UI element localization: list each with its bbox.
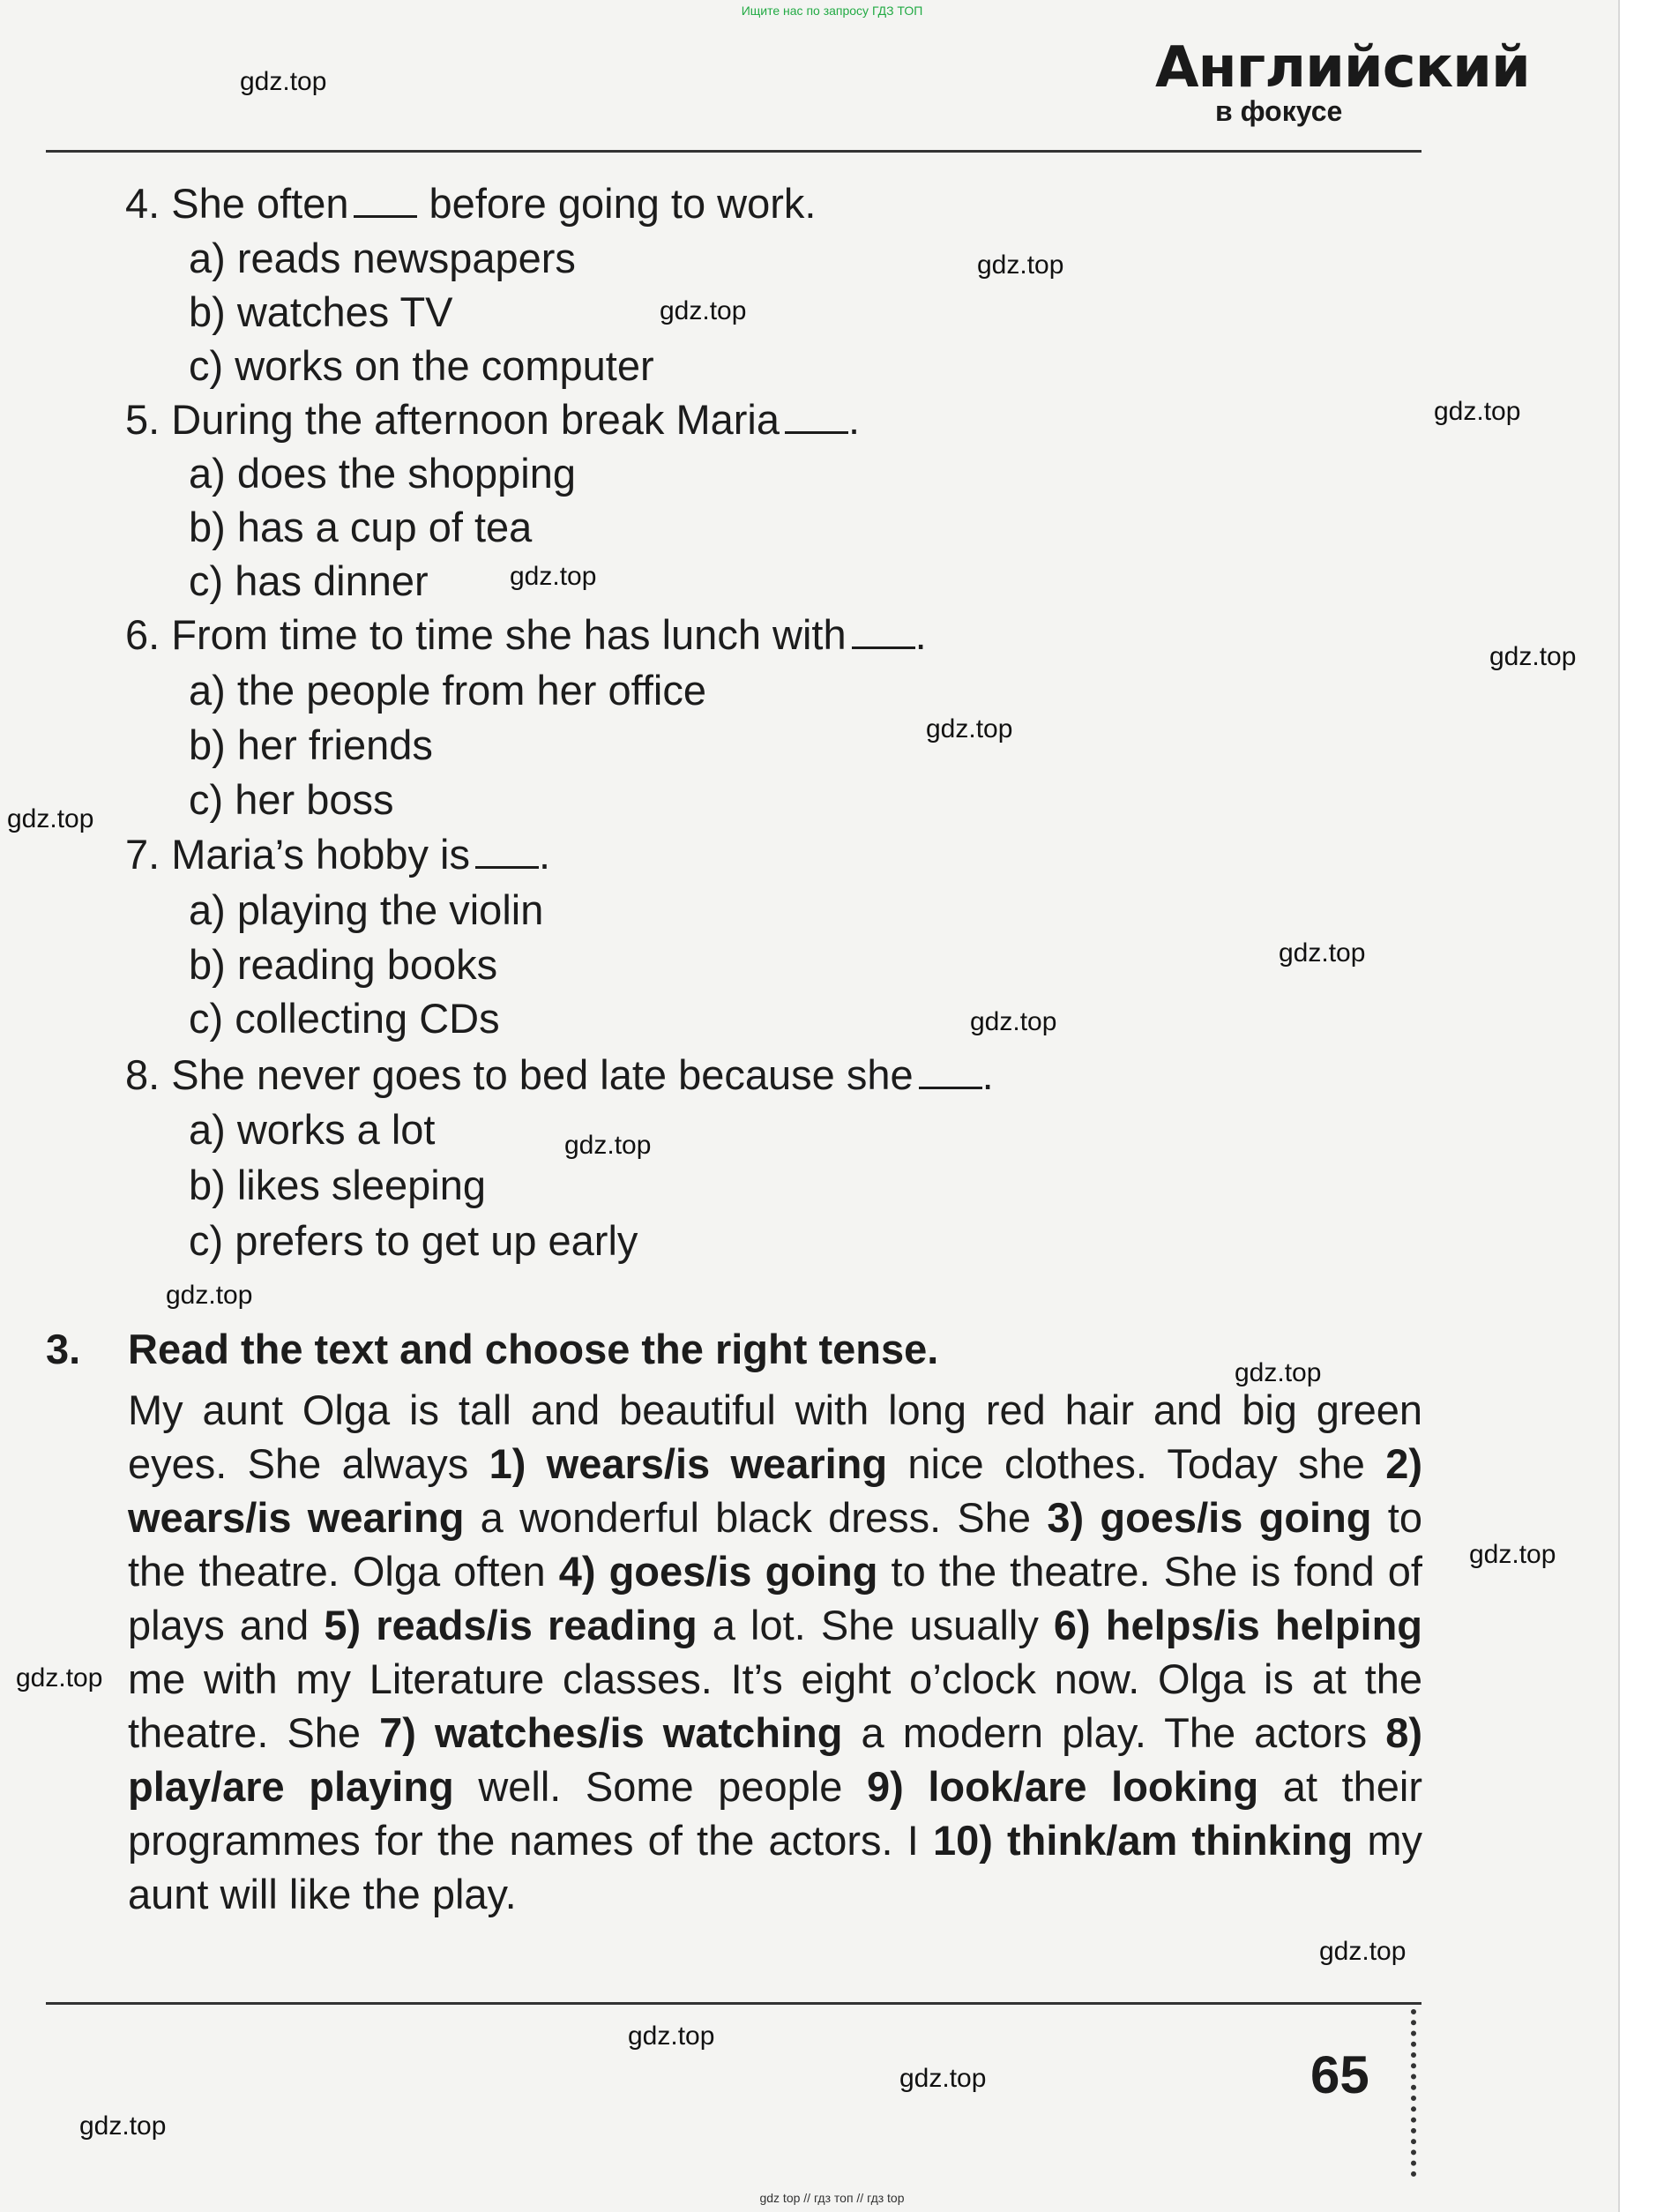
answer-blank (852, 611, 915, 649)
option: c) prefers to get up early (189, 1217, 638, 1264)
text-segment: a modern play. The actors (842, 1709, 1386, 1756)
option: c) collecting CDs (189, 995, 500, 1042)
tense-choice: 1) wears/is wearing (489, 1440, 888, 1487)
question-6: 6. From time to time she has lunch with . (125, 611, 927, 658)
binding-dots (1411, 2009, 1421, 2177)
watermark: gdz.top (1489, 642, 1577, 671)
watermark: gdz.top (628, 2021, 715, 2051)
page-number: 65 (1310, 2045, 1369, 2104)
watermark: gdz.top (166, 1281, 253, 1310)
text-segment: a lot. She usually (697, 1602, 1054, 1648)
tense-choice: 4) goes/is going (558, 1548, 878, 1595)
text-segment: My aunt Olga is tall and beautiful with long red hair and big green eyes. She always (128, 1386, 1422, 1487)
option: a) reads newspapers (189, 235, 576, 281)
text-segment: my aunt will like the play. (128, 1817, 1422, 1917)
option: b) watches TV (189, 288, 453, 335)
answer-blank (475, 831, 539, 869)
task-3-text (128, 1383, 1422, 1921)
option: c) has dinner (189, 557, 429, 604)
logo-title: Английский (1155, 35, 1530, 101)
text-segment: a wonderful black dress. She (464, 1494, 1048, 1541)
watermark: gdz.top (1469, 1540, 1556, 1569)
header-rule (46, 150, 1421, 153)
option: b) her friends (189, 721, 433, 768)
book-logo (1155, 35, 1530, 132)
text-segment: nice clothes. Today she (887, 1440, 1386, 1487)
question-5: 5. During the afternoon break Maria . (125, 396, 861, 443)
tense-choice: 5) reads/is reading (324, 1602, 698, 1648)
footer-rule (46, 2002, 1421, 2005)
logo-subtitle: в фокусе (1215, 95, 1343, 127)
watermark: gdz.top (926, 714, 1013, 744)
answer-blank (354, 180, 417, 218)
watermark: gdz.top (16, 1663, 103, 1693)
watermark: gdz.top (564, 1131, 652, 1160)
watermark: gdz.top (510, 562, 597, 591)
watermark: gdz.top (1434, 397, 1521, 426)
tense-choice: 3) goes/is going (1047, 1494, 1372, 1541)
tense-choice: 10) think/am thinking (932, 1817, 1354, 1864)
watermark: gdz.top (7, 804, 94, 833)
option: a) does the shopping (189, 450, 576, 497)
tense-choice: 7) watches/is watching (379, 1709, 843, 1756)
watermark: gdz.top (660, 296, 747, 325)
option: a) the people from her office (189, 667, 706, 714)
watermark: gdz.top (970, 1007, 1057, 1036)
bottom-note: gdz top // гдз топ // гдз top (759, 2191, 905, 2205)
answer-blank (919, 1051, 982, 1089)
tense-choice: 6) helps/is helping (1053, 1602, 1422, 1648)
watermark: gdz.top (1319, 1937, 1407, 1966)
watermark: gdz.top (899, 2064, 987, 2093)
task-3-title: 3. Read the text and choose the right tense. (46, 1326, 939, 1372)
text-segment: well. Some people (453, 1763, 867, 1810)
tense-choice: 2) wears/is wearing (128, 1440, 1422, 1541)
question-8: 8. She never goes to bed late because she . (125, 1051, 994, 1098)
answer-blank (785, 396, 848, 434)
question-4: 4. She often before going to work. (125, 180, 817, 227)
text-segment: to the theatre. Olga often (128, 1494, 1422, 1595)
watermark: gdz.top (1235, 1358, 1322, 1387)
question-7: 7. Maria’s hobby is . (125, 831, 551, 878)
watermark: gdz.top (240, 67, 327, 96)
option: a) playing the violin (189, 886, 544, 933)
text-segment: to the theatre. She is fond of plays and (128, 1548, 1422, 1648)
option: b) has a cup of tea (189, 504, 533, 550)
text-segment: me with my Literature classes. It’s eight o’clock now. Olga is at the theatre. She (128, 1655, 1422, 1756)
page-edge (1618, 0, 1664, 2212)
option: c) works on the computer (189, 342, 654, 389)
watermark: gdz.top (977, 250, 1064, 280)
option: b) reading books (189, 941, 498, 988)
top-note: Ищите нас по запросу ГДЗ ТОП (741, 4, 923, 18)
watermark: gdz.top (79, 2111, 167, 2141)
tense-choice: 9) look/are looking (866, 1763, 1259, 1810)
option: c) her boss (189, 776, 394, 823)
watermark: gdz.top (1279, 938, 1366, 968)
option: a) works a lot (189, 1106, 436, 1153)
text-segment: at their programmes for the names of the actors. I (128, 1763, 1422, 1864)
option: b) likes sleeping (189, 1162, 487, 1208)
tense-choice: 8) play/are playing (128, 1709, 1422, 1810)
